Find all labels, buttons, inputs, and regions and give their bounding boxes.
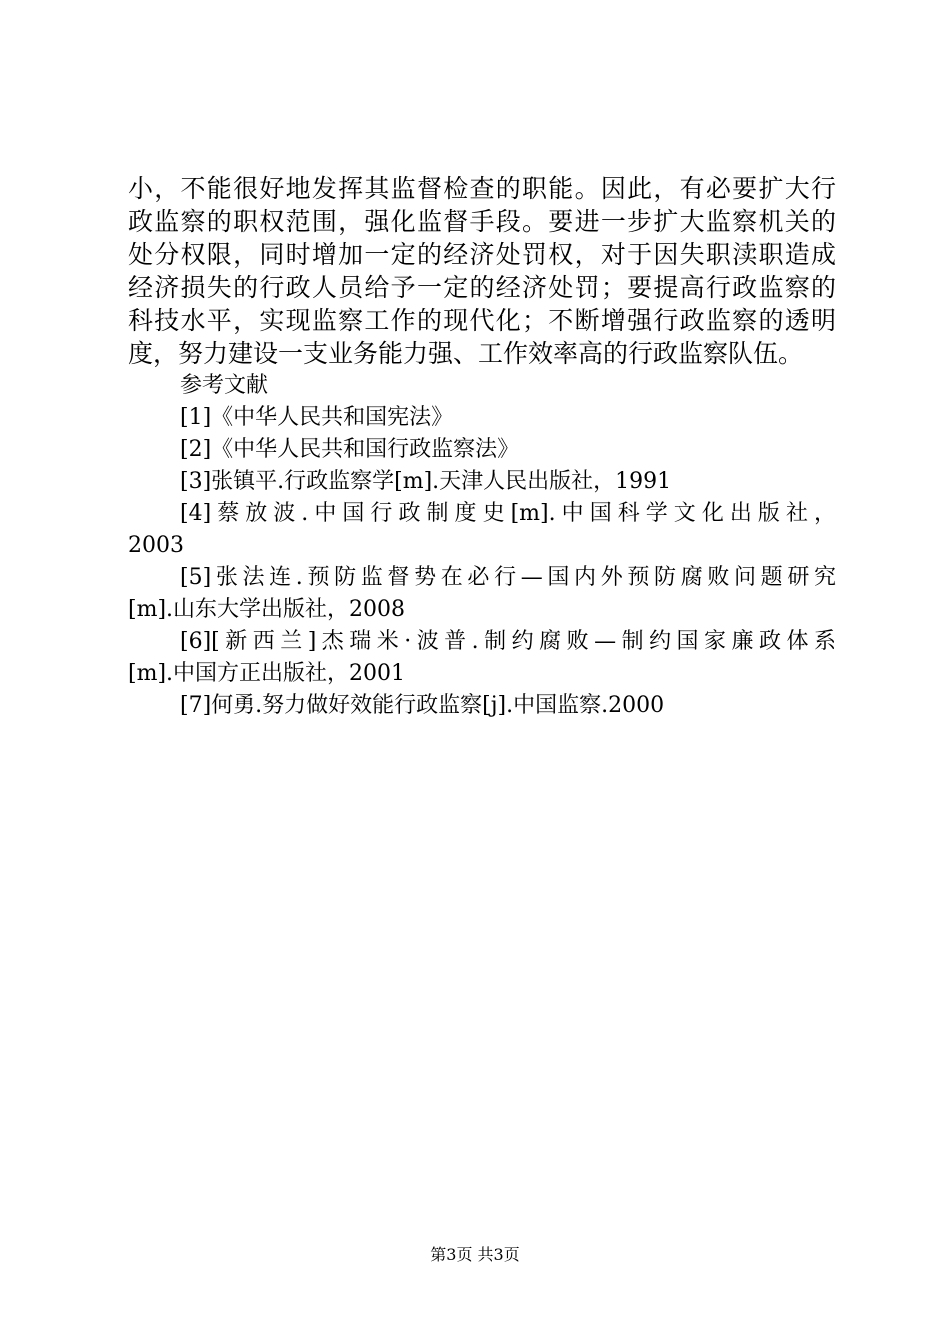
reference-line: [5]张法连.预防监督势在必行—国内外预防腐败问题研究 — [180, 565, 836, 590]
reference-item — [128, 402, 836, 434]
paragraph-line: 处分权限，同时增加一定的经济处罚权，对于因失职渎职造成 — [128, 240, 836, 269]
reference-line-continuation: [m].中国方正出版社，2001 — [128, 661, 406, 686]
paragraph-line: 科技水平，实现监察工作的现代化；不断增强行政监察的透明 — [128, 306, 836, 335]
paragraph-line: 度，努力建设一支业务能力强、工作效率高的行政监察队伍。 — [128, 339, 804, 368]
reference-line: [3]张镇平.行政监察学[m].天津人民出版社，1991 — [180, 469, 672, 494]
reference-item — [128, 466, 836, 498]
references-list — [128, 402, 836, 722]
reference-line-continuation: 2003 — [128, 533, 184, 558]
page-footer — [0, 1244, 950, 1266]
paragraph-line: 经济损失的行政人员给予一定的经济处罚；要提高行政监察的 — [128, 273, 836, 302]
reference-line-continuation: [m].山东大学出版社，2008 — [128, 597, 406, 622]
reference-line: [2]《中华人民共和国行政监察法》 — [180, 437, 520, 462]
reference-line: [7]何勇.努力做好效能行政监察[j].中国监察.2000 — [180, 693, 665, 718]
reference-item — [128, 562, 836, 626]
reference-line: [1]《中华人民共和国宪法》 — [180, 405, 454, 430]
reference-item — [128, 498, 836, 562]
references-heading: 参考文献 — [180, 373, 269, 398]
page-number: 第3页 共3页 — [430, 1245, 520, 1264]
reference-line: [4]蔡放波.中国行政制度史[m].中国科学文化出版社， — [180, 501, 836, 526]
paragraph-line: 小，不能很好地发挥其监督检查的职能。因此，有必要扩大行 — [128, 174, 836, 203]
document-content — [128, 172, 836, 722]
body-paragraph — [128, 172, 836, 370]
reference-item — [128, 626, 836, 690]
paragraph-line: 政监察的职权范围，强化监督手段。要进一步扩大监察机关的 — [128, 207, 836, 236]
reference-line: [6][新西兰]杰瑞米·波普.制约腐败—制约国家廉政体系 — [180, 629, 836, 654]
reference-item — [128, 434, 836, 466]
reference-item — [128, 690, 836, 722]
